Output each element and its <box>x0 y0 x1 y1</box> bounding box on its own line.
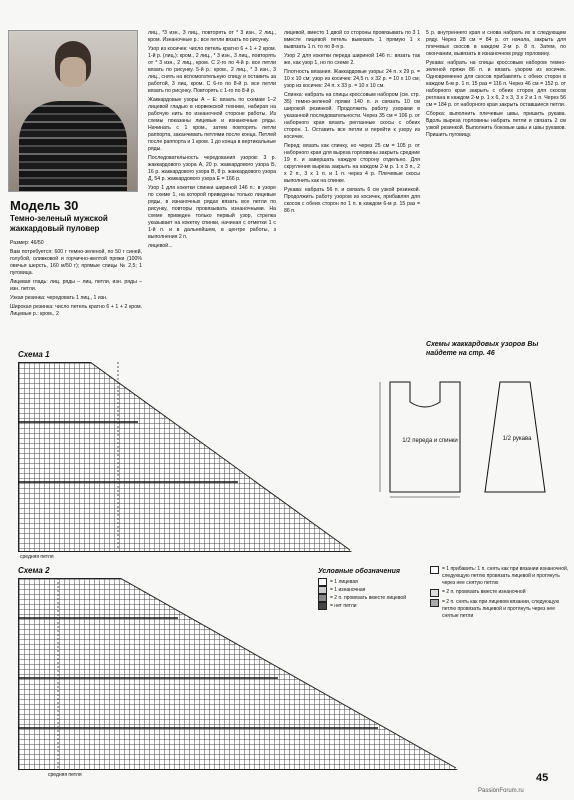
legend-swatch <box>318 586 327 594</box>
legend-title: Условные обозначения <box>318 568 401 575</box>
paragraph: лицевой... <box>148 243 173 249</box>
paragraph: Сборка: выполнить плечевые швы, пришить рукава. Вдоль выреза горловины набрать петли и связать 2 см узкой резинкой. Выполнить боковые швы и швы рукавов. Пришить пуговицу. <box>426 111 566 138</box>
legend-item: = 1 изнаночная <box>318 586 428 594</box>
scheme-1-diagonal <box>90 362 350 550</box>
scheme-reference-note: Схемы жаккардовых узоров Вы найдете на стр. 46 <box>426 341 539 357</box>
legend-swatch <box>430 599 439 607</box>
legend-item: = 1 прибавить: 1 п. снять как при вязании изнаночной, следующую петлю провязать лицевой и протянуть через нее снятую петлю <box>430 566 570 587</box>
model-sweater <box>19 101 127 192</box>
paragraph: Последовательность чередования узоров: 3 р. жаккардового узора А, 20 р. жаккардового узора Б, 16 р. жаккардового узора В, 8 р. жаккардового узора Д, 54 р. жаккардового узора Е = 166 р. <box>148 155 276 182</box>
legend-item: = нет петли <box>318 602 428 610</box>
paragraph: 5 р. внутреннего края и снова набрать их в следующем ряду. Через 28 см = 84 р. от начала, закрыть для плечевых скосов в каждом 2-м р. 8 п. Затем, по окончании, вывязать в изнаночном ряду горловину. <box>426 30 566 57</box>
paragraph: Плотность вязания. Жаккардовые узоры: 24 п. х 29 р. = 10 х 10 см; узор из косичек: 24,5 п. х 32 р. = 10 х 10 см; узор из косичек: 24 п. х 33 р. = 10 х 10 см. <box>284 69 420 89</box>
paragraph: Узор 2 для кокетки переда шириной 146 п.: вязать так же, как узор 1, но по схеме 2. <box>284 53 420 66</box>
back-front-label: 1/2 переда и спинки <box>402 438 458 444</box>
legend <box>318 578 428 610</box>
legend-item: = 2 п. провязать вместе лицевой <box>318 594 428 602</box>
scheme-1-motifs <box>18 362 352 552</box>
page-number: 45 <box>536 772 549 784</box>
scheme-1-label: Схема 1 <box>18 350 50 359</box>
model-face <box>60 57 86 87</box>
text-column-4 <box>426 30 566 348</box>
paragraph: Лицевая гладь: лиц. ряды – лиц. петли, изн. ряды – изн. петли. <box>10 279 142 292</box>
paragraph: Спинка: набрать на спицы кроссовым набором (см. стр. 35) темно-зеленой пряжи 140 п. и связать 10 см широкой резинкой. Продолжить работу узорами в указанной последовательности. Через 35 см = 106 р. от наборного края вязать регланные скосы с обеих сторон. 1. Оставить все петли и перейти к узору из косичек. <box>284 92 420 140</box>
front-back-piece <box>390 382 460 492</box>
legend-swatch <box>430 589 439 597</box>
legend-swatch <box>318 594 327 602</box>
sleeve-label: 1/2 рукава <box>502 436 532 442</box>
garment-pattern-diagram <box>370 372 570 502</box>
text-column-2 <box>148 30 276 348</box>
paragraph: Широкая резинка: число петель кратно 6 + 1 + 2 кром. Лицевые р.: кром., 2 <box>10 304 142 317</box>
legend-item: = 2 п. снять как при лицевом вязании, следующую петлю провязать лицевой и протянуть через нее снятые петли <box>430 599 570 620</box>
paragraph: лиц., *3 изн., 3 лиц., повторять от * 3 изн., 2 лиц., кром. Изнаночные р.: все петли вязать по рисунку. <box>148 30 276 43</box>
model-subtitle: Темно-зеленый мужской жаккардовый пуловер <box>10 214 108 233</box>
paragraph: Вам потребуется: 600 г темно-зеленой, по 50 г синей, голубой, оливковой и горчично-желтой пряжи (100% овечья шерсть, 160 м/50 г); прямые спицы № 2,5; 1 пуговица. <box>10 249 142 276</box>
paragraph: лицевой, вместо 1 двой со стороны провязывать по 3 1 вместе лицевой петель вывязать 1 прямую 1 х вывязать 1 п. то по 8-я р. <box>284 30 420 50</box>
paragraph: Рукава: набрать 56 п. и связать 6 см узкой резинкой. Продолжить работу узором из косичек, прибавляя для скосов с обеих сторон по 1 п. в каждом 6-м р. 15 раз = 86 п. <box>284 187 420 214</box>
legend-right <box>430 566 570 622</box>
model-photo <box>8 30 138 192</box>
paragraph: Рукава: набрать на спицы кроссовым набором темно-зеленой пряжи 86 п. и вязать узором из косичек. Одновременно для скосов прибавлять с обеих сторон в каждом 6-м р. 1 п. 15 раз = 116 п. Через 46 см = 152 р. от наборного края закрыть с обеих сторон для скосов реглана в каждом 2-м р. 1 х 6, 2 х 3, 3 х 2 и 1 п. Через 56 см = 184 р. от наборного края закрыть оставшиеся петли. <box>426 60 566 108</box>
legend-swatch <box>318 602 327 610</box>
paragraph: Перед: вязать как спинку, но через 25 см = 105 р. от наборного края для выреза горловины закрыть средние 19 п. и завершать каждую сторону отдельно. Для скругления выреза закрыть на каждом 2-м р. 1 х 3 п., 2 х 2 п., 3 х 1 п. и 1 п. через 4 р. Плечевые скосы выполнить как на спинке. <box>284 143 420 184</box>
text-column-1 <box>10 240 142 348</box>
model-title: Модель 30 <box>10 198 79 213</box>
legend-item: = 2 п. провязать вместе изнаночной <box>430 589 570 597</box>
scheme-2-center-label: средняя петля <box>48 772 82 778</box>
legend-item: = 1 лицевая <box>318 578 428 586</box>
legend-swatch <box>318 578 327 586</box>
watermark: PassionForum.ru <box>478 788 524 794</box>
paragraph: Жаккардовые узоры А – Е: вязать по схемам 1–2 лицевой гладью в норвежской технике, набирая на рабочую нить по изнаночной стороне работы. Из схемы показаны лицевые и изнаночные ряды. Начинать с 1 кром., затем повторять петли раппорта, заканчивать петлями после конца. Петлей после раппорта и 1 кром. 1 до конца в вертикальные ряды. <box>148 97 276 152</box>
paragraph: Узор 1 для кокетки спинки шириной 146 п.: в узоре по схеме 1, на которой приведены только лицевые ряды, в изнаночных рядах вязать все петли по рисунку, повторы провязывать изнаночными. На схеме приведен только первый узор, стрелка указывает на кокетку спинки, начиная с отметки 1 с 1-й п. и в дальнейшем, в центре работы, з выполнения 2 п. <box>148 185 276 240</box>
scheme-1-center-label: средняя петля <box>20 554 54 560</box>
paragraph: Узкая резинка: чередовать 1 лиц., 1 изн. <box>10 295 108 301</box>
legend-swatch <box>430 566 439 574</box>
paragraph: Размер: 46/50 <box>10 240 44 246</box>
scheme-2-label: Схема 2 <box>18 566 50 575</box>
text-column-3 <box>284 30 420 348</box>
paragraph: Узор из косичек: число петель кратно 6 + 1 + 2 кром. 1-й р. (лиц.): кром., 2 лиц., * 3 изн., 3 лиц., повторять от * 3 изн., 2 лиц., кром. С 2-го по 4-й р. все петли вязать по рисунку. 5-й р.: кром., 2 лиц., * 3 изн., 3 лиц., снять на вспомогательную спицу и оставить за работой, 3 лиц. кром. С 6-го по 8-й р. все петли вязать по рисунку. Повторять с 1-го по 8-й р. <box>148 46 276 94</box>
